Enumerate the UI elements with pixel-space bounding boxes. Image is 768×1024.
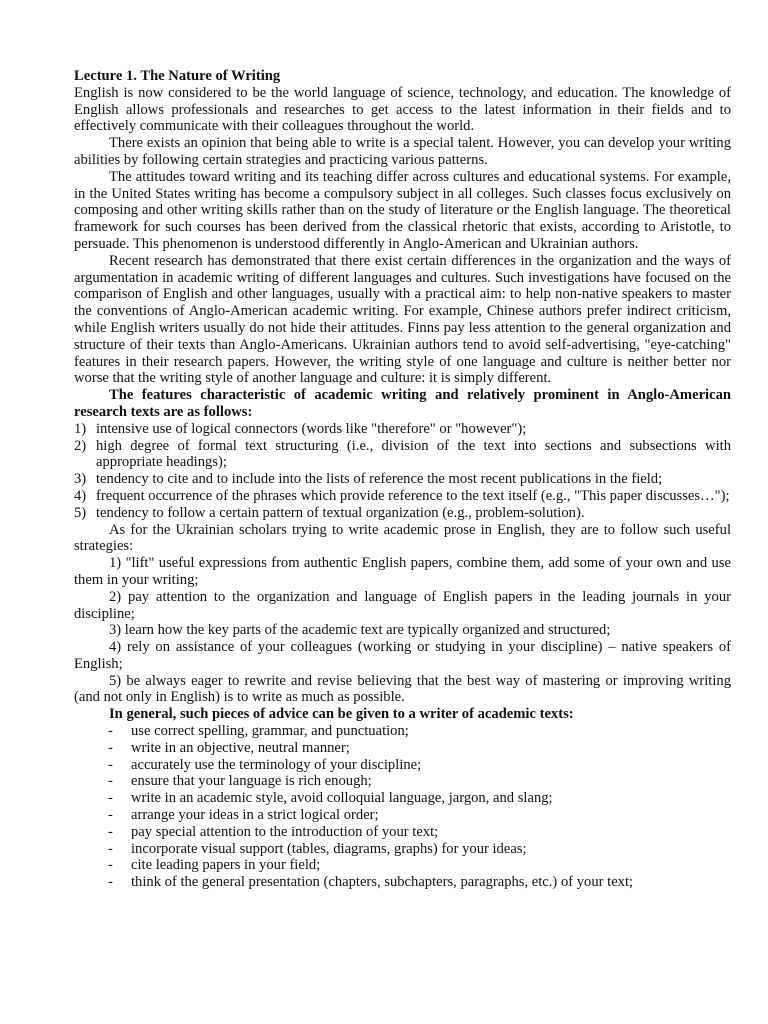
document-page [74,68,731,891]
lecture-title: Lecture 1. The Nature of Writing [74,68,281,84]
advice-heading: In general, such pieces of advice can be given to a writer of academic texts: [109,706,574,723]
strategy-item: 4) rely on assistance of your colleagues (working or studying in your discipline) – native speakers of English; [74,639,731,672]
strategy-item: 3) learn how the key parts of the academic text are typically organized and structured; [109,622,611,639]
advice-item: - write in an objective, neutral manner; [108,739,350,756]
advice-item: - cite leading papers in your field; [108,857,321,874]
advice-item: - pay special attention to the introduction of your text; [108,823,439,840]
advice-item: - accurately use the terminology of your discipline; [108,756,422,773]
advice-item: - arrange your ideas in a strict logical order; [108,807,379,824]
advice-item: - use correct spelling, grammar, and punctuation; [108,723,409,740]
feature-item: 3) tendency to cite and to include into the lists of reference the most recent publications in the field; [74,471,663,488]
feature-item: 4) frequent occurrence of the phrases which provide reference to the text itself (e.g., "This paper discusses…"); [74,487,730,504]
advice-item: - write in an academic style, avoid colloquial language, jargon, and slang; [108,790,553,807]
strategy-item: 5) be always eager to rewrite and revise believing that the best way of mastering or improving writing (and not only in English) is to write as much as possible. [74,672,731,706]
strategy-item: 1) "lift" useful expressions from authentic English papers, combine them, add some of your own and use them in your writing; [74,555,731,588]
paragraph-research: Recent research has demonstrated that there exist certain differences in the organization and the ways of argumentation in academic writing of different languages and cultures. Such investigations have focused on the comparison of English and other languages, usually with a practical aim: to help non-native speakers to master the conventions of Anglo-American academic writing. For example, Chinese authors prefer indirect criticism, while English writers usually do not hide their attitudes. Finns pay less attention to the general organization and structure of their texts than Anglo-Americans. Ukrainian authors tend to avoid self-advertising, "eye-catching" features in their research papers. However, the writing style of one language and culture is neither better nor worse that the writing style of another language and culture: it is simply different. [74,252,731,387]
features-heading: The features characteristic of academic writing and relatively prominent in Anglo-American research texts are as follows: [74,387,731,420]
feature-item: 2) high degree of formal text structuring (i.e., division of the text into sections and subsections with appropriate headings); [74,437,731,471]
paragraph-attitudes: The attitudes toward writing and its teaching differ across cultures and educational systems. For example, in the United States writing has become a compulsory subject in all colleges. Such classes focus exclusively on composing and other writing skills rather than on the study of literature or the English language. The theoretical framework for such courses has been derived from the classical rhetoric that exists, according to Aristotle, to persuade. This phenomenon is understood differently in Anglo-American and Ukrainian authors. [74,168,731,252]
advice-item: - incorporate visual support (tables, diagrams, graphs) for your ideas; [108,840,527,857]
feature-item: 5) tendency to follow a certain pattern of textual organization (e.g., problem-solution). [74,504,585,521]
paragraph-talent: There exists an opinion that being able to write is a special talent. However, you can develop your writing abilities by following certain strategies and practicing various patterns. [74,135,731,168]
advice-item: - ensure that your language is rich enough; [108,773,372,790]
advice-item: - think of the general presentation (chapters, subchapters, paragraphs, etc.) of your text; [108,874,634,891]
strategy-item: 2) pay attention to the organization and language of English papers in the leading journals in your discipline; [74,588,731,622]
strategies-intro: As for the Ukrainian scholars trying to write academic prose in English, they are to follow such useful strategies: [74,521,731,555]
intro-paragraph: English is now considered to be the world language of science, technology, and education. The knowledge of English allows professionals and researches to get access to the latest information in their fields and to effectively communicate with their colleagues throughout the world. [74,84,731,135]
feature-item: 1) intensive use of logical connectors (words like "therefore" or "however"); [74,420,527,437]
